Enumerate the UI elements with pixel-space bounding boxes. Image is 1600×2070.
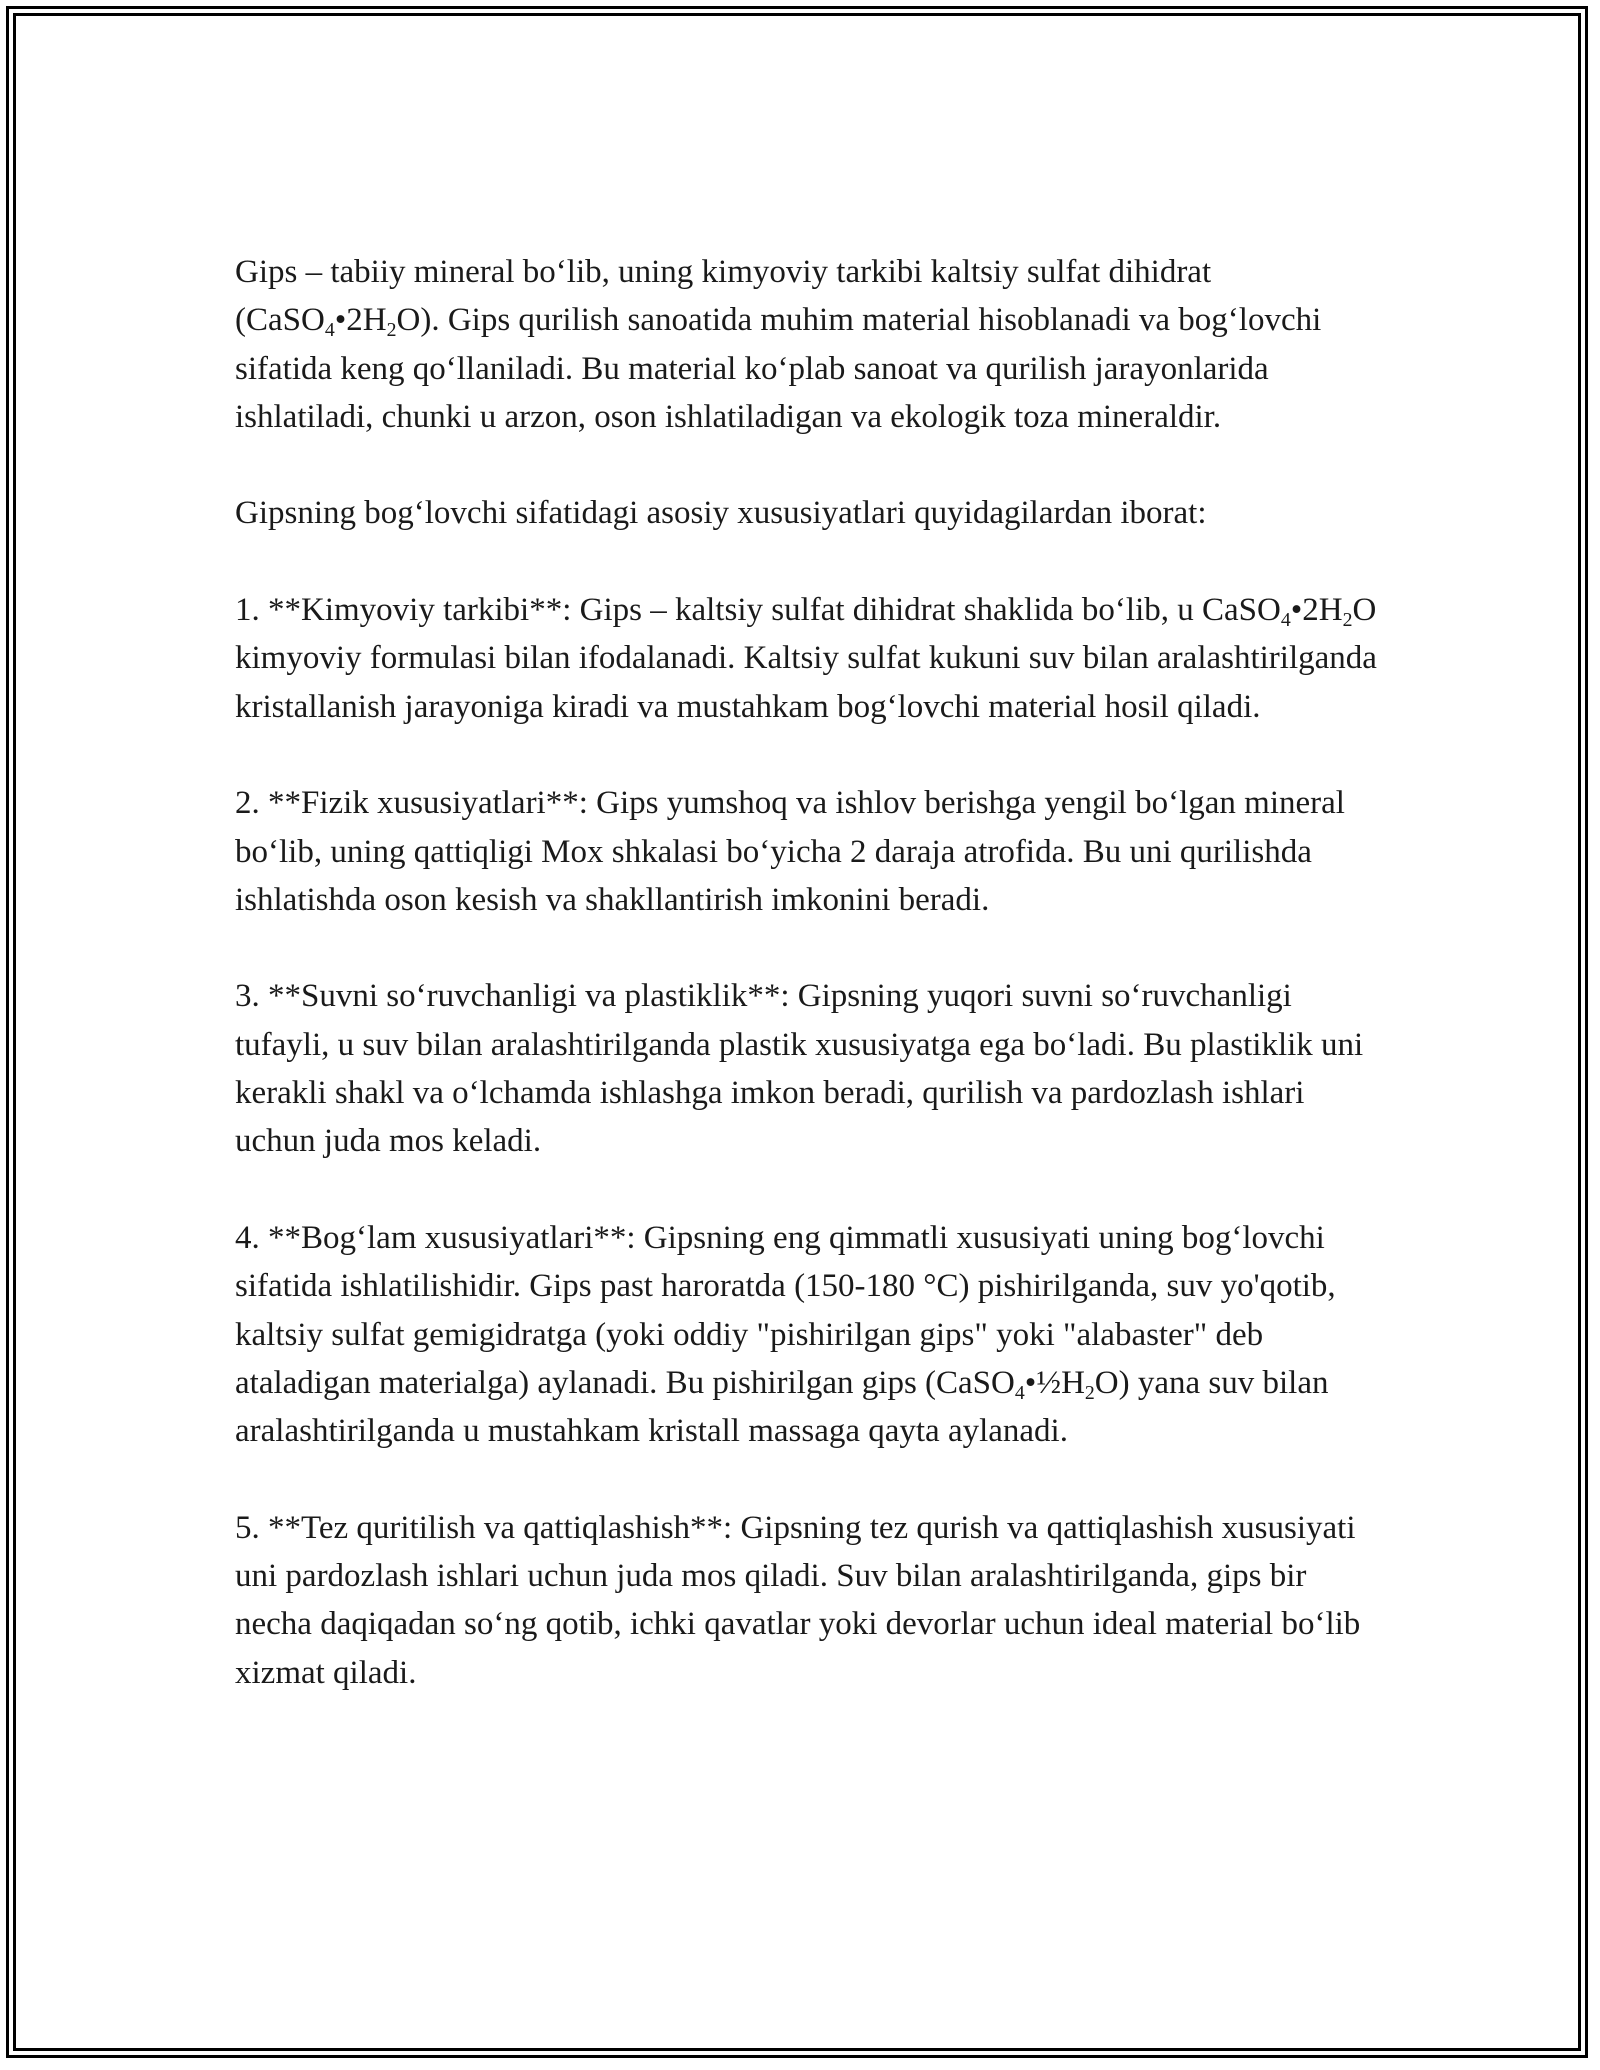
lead-paragraph: Gipsning bog‘lovchi sifatidagi asosiy xususiyatlari quyidagilardan iborat:: [235, 495, 1207, 532]
list-item-fast-setting: 5. **Tez quritilish va qattiqlashish**: Gipsning tez qurish va qattiqlashish xususiyati uni pardozlash ishlari uchun juda mos qiladi. Suv bilan aralashtirilganda, gips bir necha daqiqadan so‘ng qotib, ichki qavatlar yoki devorlar uchun ideal material bo‘lib xizmat qiladi.: [235, 1509, 1361, 1691]
list-item-physical-properties: 2. **Fizik xususiyatlari**: Gips yumshoq va ishlov berishga yengil bo‘lgan mineral bo‘lib, uning qattiqligi Mox shkalasi bo‘yicha 2 daraja atrofida. Bu uni qurilishda ishlatishda oson kesish va shakllantirish imkonini beradi.: [235, 785, 1345, 918]
list-item-chemical-composition: 1. **Kimyoviy tarkibi**: Gips – kaltsiy sulfat dihidrat shaklida bo‘lib, u $CaSO_4•2H_2O$ kimyoviy formulasi bilan ifodalanadi. Kaltsiy sulfat kukuni suv bilan aralashtirilganda kristallanish jarayoniga kiradi va mustahkam bog‘lovchi material hosil qiladi.: [235, 592, 1377, 725]
document-body: [235, 248, 1385, 1697]
list-item-water-absorption: 3. **Suvni so‘ruvchanligi va plastiklik**: Gipsning yuqori suvni so‘ruvchanligi tufayli, u suv bilan aralashtirilganda plastik xususiyatga ega bo‘ladi. Bu plastiklik uni kerakli shakl va o‘lchamda ishlashga imkon beradi, qurilish va pardozlash ishlari uchun juda mos keladi.: [235, 978, 1364, 1160]
list-item-binding-properties: 4. **Bog‘lam xususiyatlari**: Gipsning eng qimmatli xususiyati uning bog‘lovchi sifatida ishlatilishidir. Gips past haroratda (150-180 °C) pishirilganda, suv yo'qotib, kaltsiy sulfat gemigidratga (yoki oddiy "pishirilgan gips" yoki "alabaster" deb ataladigan materialga) aylanadi. Bu pishirilgan gips $(CaSO_4•\frac{1}{2}H_2O)$ yana suv bilan aralashtirilganda u mustahkam kristall massaga qayta aylanadi.: [235, 1219, 1336, 1450]
intro-paragraph: Gips – tabiiy mineral bo‘lib, uning kimyoviy tarkibi kaltsiy sulfat dihidrat $(CaSO_4•2H_2O)$. Gips qurilish sanoatida muhim material hisoblanadi va bog‘lovchi sifatida keng qo‘llaniladi. Bu material ko‘plab sanoat va qurilish jarayonlarida ishlatiladi, chunki u arzon, oson ishlatiladigan va ekologik toza mineraldir.: [235, 254, 1322, 435]
